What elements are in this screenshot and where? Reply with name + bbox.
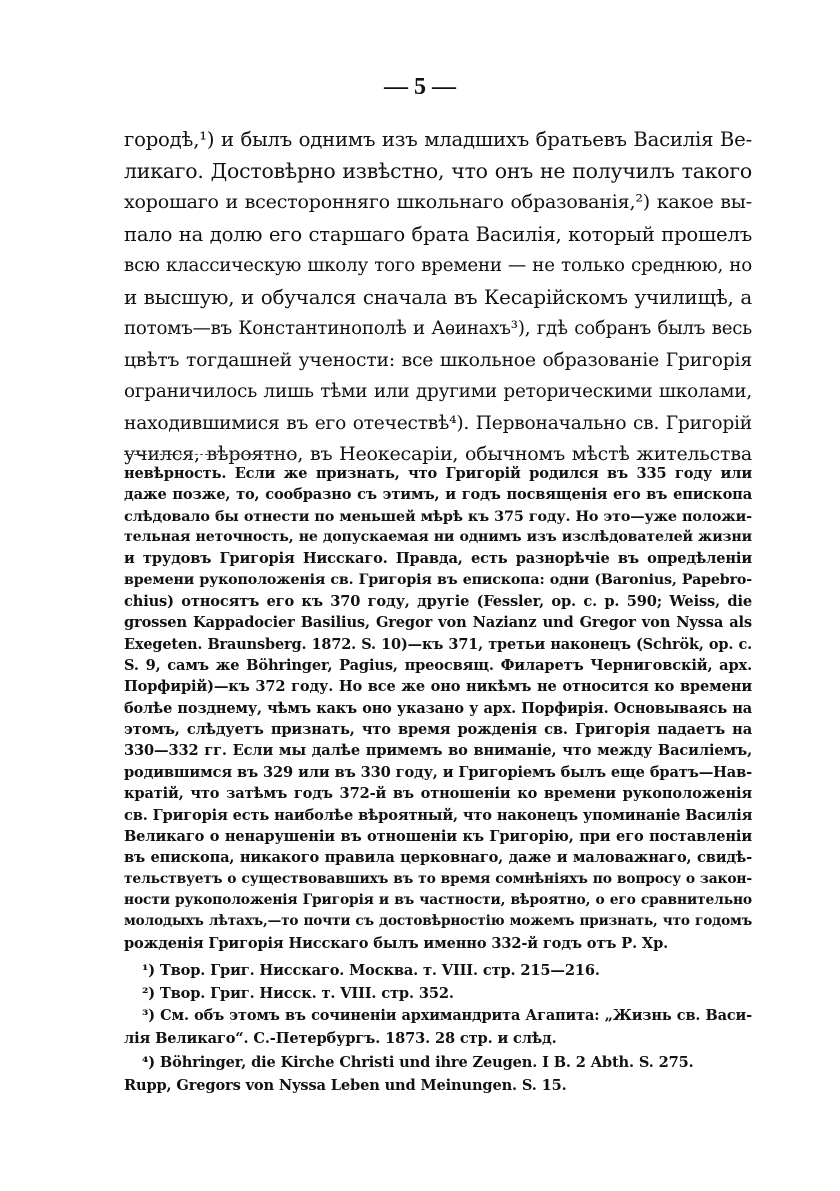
footnote-line: тельная неточность, не допускаемая ни однимъ изъ изслѣдователей жизни [124, 529, 752, 546]
footnote-line: тельствуетъ о существовавшихъ въ то время сомнѣніяхъ по вопросу о закон- [124, 870, 752, 887]
body-text [124, 124, 752, 471]
body-line: ликаго. Достовѣрно извѣстно, что онъ не получилъ такого [124, 158, 752, 183]
footnote-3-cont: лія Великаго“. С.-Петербургъ. 1873. 28 стр. и слѣд. [124, 1029, 557, 1047]
footnote-2: ²) Твор. Григ. Нисск. т. VIII. стр. 352. [142, 984, 454, 1002]
body-line: и высшую, и обучался сначала въ Кесарійскомъ училищѣ, а [124, 285, 752, 309]
footnote-line: кратій, что затѣмъ годъ 372-й въ отношеніи ко времени рукоположенія [124, 785, 752, 803]
footnote-line: Exegeten. Braunsberg. 1872. S. 10)—къ 371, третьи наконецъ (Schrök, op. c. [124, 635, 752, 653]
footnote-4: ⁴) Böhringer, die Kirche Christi und ihre Zeugen. I B. 2 Abth. S. 275. [142, 1054, 694, 1072]
footnote-line: родившимся въ 329 или въ 330 году, и Григоріемъ былъ еще братъ—Нав- [124, 763, 752, 781]
footnote-line: болѣе позднему, чѣмъ какъ оно указано у арх. Порфирія. Основываясь на [124, 699, 752, 717]
footnote-line: молодыхъ лѣтахъ,—то почти съ достовѣрностію можемъ признать, что годомъ [124, 913, 752, 930]
footnote-line: этомъ, слѣдуетъ признать, что время рожденія св. Григорія падаетъ на [124, 721, 752, 739]
page-number: — 5 — [384, 74, 456, 100]
footnote-line: св. Григорія есть наиболѣе вѣроятный, что наконецъ упоминаніе Василія [124, 806, 753, 824]
footnote-line: въ епископа, никакого правила церковнаго, даже и маловажнаго, свидѣ- [124, 849, 752, 867]
body-line: цвѣтъ тогдашней учености: все школьное образованіе Григорія [124, 349, 752, 371]
footnote-line: S. 9, самъ же Böhringer, Pagius, преосвящ. Филаретъ Черниговскій, арх. [124, 657, 752, 675]
footnote-line: 330—332 гг. Если мы далѣе примемъ во вниманіе, что между Василіемъ, [124, 742, 752, 760]
footnote-separator [124, 454, 294, 455]
body-line: пало на долю его старшаго брата Василія, который прошелъ [124, 222, 752, 246]
body-line: потомъ—въ Константинополѣ и Аѳинахъ³), гдѣ собранъ былъ весь [124, 318, 752, 339]
footnote-line: и трудовъ Григорія Нисскаго. Правда, есть разнорѣчіе въ опредѣленіи [124, 550, 752, 568]
footnote-line: времени рукоположенія св. Григорія въ епископа: одни (Baronius, Papebro- [124, 571, 752, 588]
body-line: всю классическую школу того времени — не только среднюю, но [124, 255, 752, 276]
body-line: находившимися въ его отечествѣ⁴). Первоначально св. Григорій [124, 412, 752, 434]
footnote-line: невѣрность. Если же признать, что Григорій родился въ 335 году или [124, 465, 752, 482]
footnote-line: даже позже, то, сообразно съ этимъ, и годъ посвященія его въ епископа [124, 486, 752, 504]
footnote-line: Порфирій)—къ 372 году. Но все же оно никѣмъ не относится ко времени [124, 678, 752, 696]
body-line: ограничилось лишь тѣми или другими реторическими школами, [124, 381, 752, 402]
body-line: хорошаго и всесторонняго школьнаго образованія,²) какое вы- [124, 191, 752, 213]
footnote-line: ности рукоположенія Григорія и въ частности, вѣроятно, о его сравнительно [124, 891, 752, 908]
footnote-1: ¹) Твор. Григ. Нисскаго. Москва. т. VIII. стр. 215—216. [142, 962, 600, 979]
footnote-continuation [124, 463, 752, 954]
footnotes [124, 960, 752, 1098]
footnote-line: grossen Kappadocier Basilius, Gregor von Nazianz und Gregor von Nyssa als [124, 614, 752, 632]
footnote-4-cont: Rupp, Gregors von Nyssa Leben und Meinungen. S. 15. [124, 1076, 567, 1094]
footnote-line: Великаго о ненарушеніи въ отношеніи къ Григорію, при его поставленіи [124, 827, 752, 845]
footnote-line: слѣдовало бы отнести по меньшей мѣрѣ къ 375 году. Но это—уже положи- [124, 507, 752, 525]
body-line: учился, вѣроятно, въ Неокесаріи, обычномъ мѣстѣ жительства [124, 443, 752, 465]
body-line: городѣ,¹) и былъ однимъ изъ младшихъ братьевъ Василія Ве- [124, 128, 752, 151]
footnote-line: рожденія Григорія Нисскаго былъ именно 332-й годъ отъ Р. Хр. [124, 934, 669, 952]
footnote-line: chius) относятъ его къ 370 году, другіе (Fessler, op. c. p. 590; Weiss, die [124, 593, 752, 611]
footnote-3: ³) См. объ этомъ въ сочиненіи архимандрита Агапита: „Жизнь св. Васи- [142, 1007, 752, 1025]
